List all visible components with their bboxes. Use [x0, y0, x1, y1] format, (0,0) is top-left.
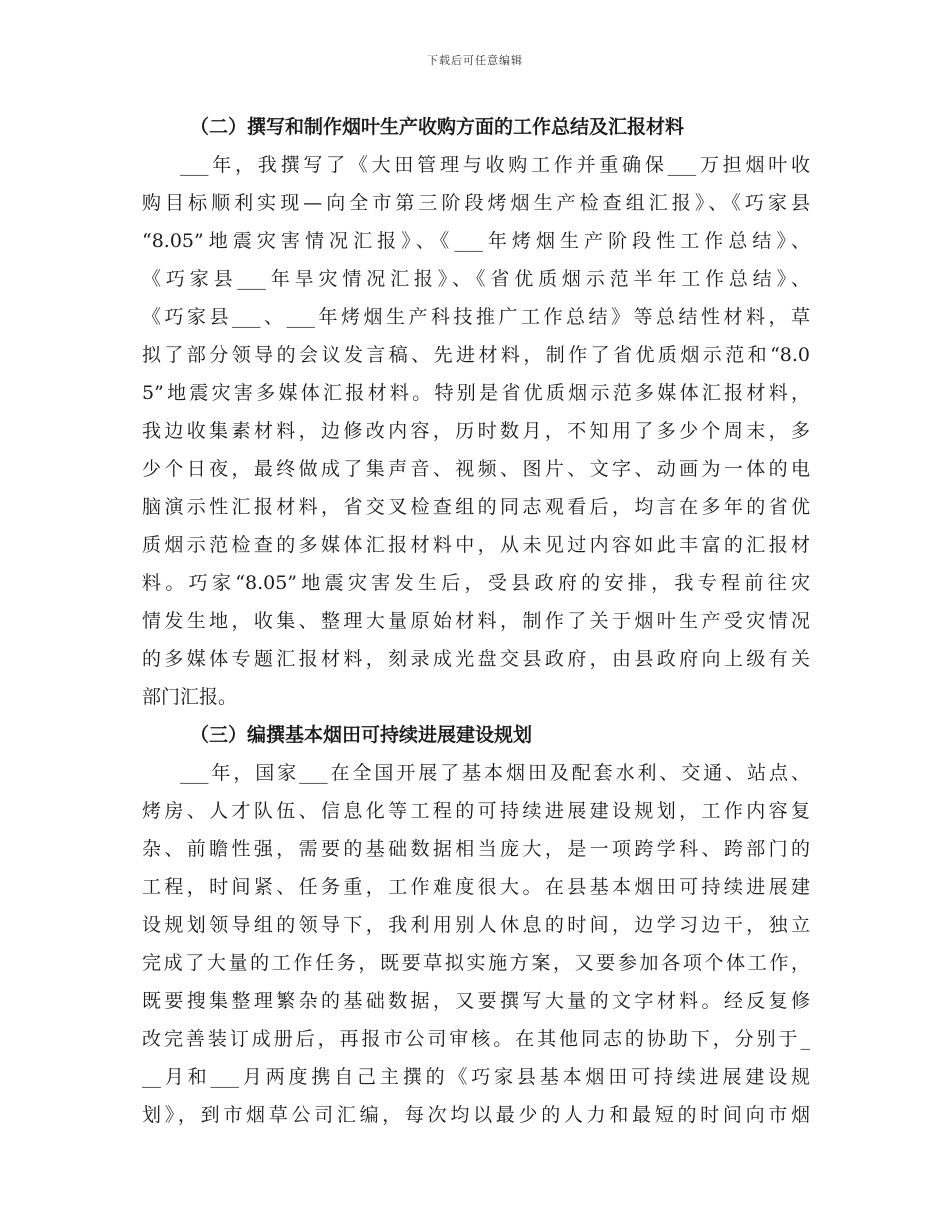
paragraph-line: 少个日夜，最终做成了集声音、视频、图片、文字、动画为一体的电	[142, 458, 810, 480]
paragraph-line: 购目标顺利实现—向全市第三阶段烤烟生产检查组汇报》、《巧家县	[142, 192, 810, 214]
paragraph-line: 《巧家县___、___年烤烟生产科技推广工作总结》等总结性材料，草	[142, 306, 810, 328]
document-body	[142, 108, 810, 1134]
paragraph-line: 我边收集素材料，边修改内容，历时数月，不知用了多少个周末，多	[142, 420, 810, 442]
paragraph-line: 质烟示范检查的多媒体汇报材料中，从未见过内容如此丰富的汇报材	[142, 534, 810, 556]
paragraph-line: 5”地震灾害多媒体汇报材料。特别是省优质烟示范多媒体汇报材料，	[142, 382, 810, 404]
paragraph-line: 划》，到市烟草公司汇编，每次均以最少的人力和最短的时间向市烟	[142, 1104, 810, 1126]
paragraph-line: 设规划领导组的领导下，我利用别人休息的时间，边学习边干，独立	[142, 914, 810, 936]
paragraph-line: 《巧家县___年旱灾情况汇报》、《省优质烟示范半年工作总结》、	[142, 268, 810, 290]
page-header-note: 下载后可任意编辑	[427, 54, 523, 67]
section-3-paragraph	[142, 754, 810, 1134]
paragraph-line: 脑演示性汇报材料，省交叉检查组的同志观看后，均言在多年的省优	[142, 496, 810, 518]
paragraph-line: “8.05”地震灾害情况汇报》、《___年烤烟生产阶段性工作总结》、	[142, 230, 810, 252]
section-3-heading: （三）编撰基本烟田可持续进展建设规划	[190, 724, 533, 746]
paragraph-line: 部门汇报。	[142, 686, 238, 708]
paragraph-line: 杂、前瞻性强，需要的基础数据相当庞大，是一项跨学科、跨部门的	[142, 838, 810, 860]
paragraph-line: 工程，时间紧、任务重，工作难度很大。在县基本烟田可持续进展建	[142, 876, 810, 898]
paragraph-line: 拟了部分领导的会议发言稿、先进材料，制作了省优质烟示范和“8.0	[142, 344, 810, 366]
paragraph-line: 改完善装订成册后，再报市公司审核。在其他同志的协助下，分别于_	[142, 1028, 810, 1050]
paragraph-line: 完成了大量的工作任务，既要草拟实施方案，又要参加各项个体工作，	[142, 952, 810, 974]
paragraph-line: 既要搜集整理繁杂的基础数据，又要撰写大量的文字材料。经反复修	[142, 990, 810, 1012]
paragraph-line: 的多媒体专题汇报材料，刻录成光盘交县政府，由县政府向上级有关	[142, 648, 810, 670]
paragraph-line: 情发生地，收集、整理大量原始材料，制作了关于烟叶生产受灾情况	[142, 610, 810, 632]
section-2-paragraph	[142, 146, 810, 716]
section-2-heading: （二）撰写和制作烟叶生产收购方面的工作总结及汇报材料	[190, 116, 685, 138]
paragraph-line: 料。巧家“8.05”地震灾害发生后，受县政府的安排，我专程前往灾	[142, 572, 810, 594]
paragraph-line: ___年，我撰写了《大田管理与收购工作并重确保___万担烟叶收	[180, 154, 810, 176]
paragraph-line: ___年，国家___在全国开展了基本烟田及配套水利、交通、站点、	[180, 762, 810, 784]
paragraph-line: 烤房、人才队伍、信息化等工程的可持续进展建设规划，工作内容复	[142, 800, 810, 822]
paragraph-line: __月和___月两度携自己主撰的《巧家县基本烟田可持续进展建设规	[142, 1066, 810, 1088]
